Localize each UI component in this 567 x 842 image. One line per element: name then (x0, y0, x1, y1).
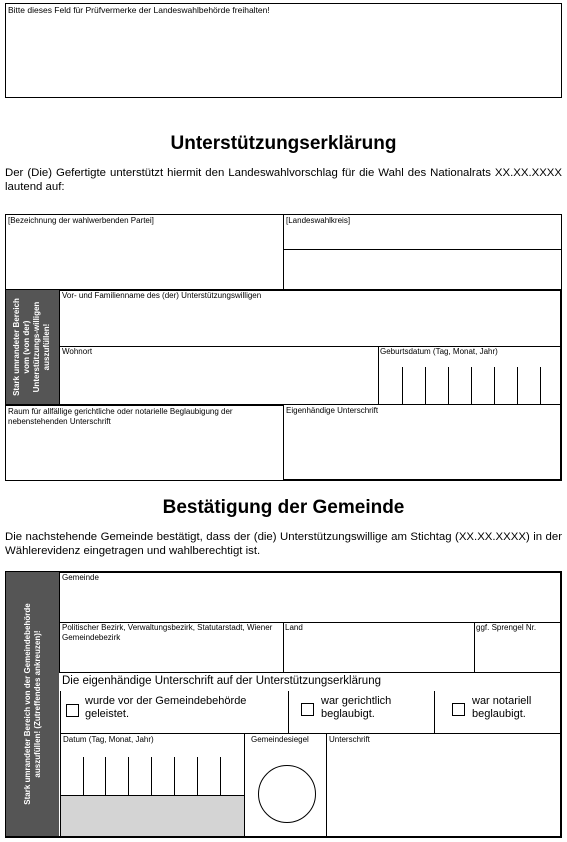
state-field[interactable] (283, 622, 475, 673)
option-municipality[interactable] (60, 691, 288, 733)
party-label: [Bezeichnung der wahlwerbenden Partei] (8, 216, 154, 225)
date-tick (197, 757, 198, 795)
section1-title: Unterstützungserklärung (170, 133, 397, 154)
supporter-signature-label: Eigenhändige Unterschrift (286, 406, 379, 415)
section1-intro: Der (Die) Gefertigte unterstützt hiermit den Landeswahlvorschlag für die Wahl des Nationalrats XX.XX.XXXX lautend auf: (5, 167, 562, 193)
precinct-field[interactable] (474, 622, 561, 673)
checkbox[interactable] (301, 703, 314, 716)
date-tick (128, 757, 129, 795)
party-field[interactable] (5, 214, 284, 290)
notary-label: Raum für allfällige gerichtliche oder notarielle Beglaubigung der nebenstehenden Unterschrift (8, 407, 233, 426)
date-tick (174, 757, 175, 795)
option-label: wurde vor der Gemeindebehörde geleistet. (85, 695, 247, 720)
district-label: [Landeswahlkreis] (286, 216, 351, 225)
supporter-name-field[interactable] (59, 290, 561, 347)
section2-intro: Die nachstehende Gemeinde bestätigt, dass der (die) Unterstützungswillige am Stichtag (XX.XX.XXXX) in der Wählerevidenz eingetragen und wahlberechtigt ist. (5, 531, 562, 557)
supporter-sidebar-label: Stark umrandeter Bereich vom (von der) Unterstützungs-willigen auszufüllen! (12, 298, 51, 396)
option-label: war gerichtlich beglaubigt. (321, 695, 392, 720)
seal-label: Gemeindesiegel (251, 735, 309, 744)
birthdate-field[interactable] (378, 346, 561, 405)
date-tick (105, 757, 106, 795)
section2-title: Bestätigung der Gemeinde (162, 497, 405, 518)
option-court[interactable] (288, 691, 435, 733)
date-gray-area (61, 795, 245, 836)
supporter-name-label: Vor- und Familienname des (der) Unterstützungswilligen (62, 291, 262, 300)
birthdate-tick (448, 367, 449, 405)
municipality-label: Gemeinde (62, 573, 99, 582)
option-label: war notariell beglaubigt. (472, 695, 532, 720)
birthdate-tick (402, 367, 403, 405)
seal-field[interactable] (244, 734, 327, 836)
birthdate-tick (517, 367, 518, 405)
supporter-signature-field[interactable] (284, 405, 561, 480)
residence-label: Wohnort (62, 347, 93, 356)
date-tick (83, 757, 84, 795)
seal-circle (258, 765, 316, 823)
municipality-field[interactable] (59, 572, 561, 623)
admin-district-field[interactable] (59, 622, 284, 673)
municipality-signature-field[interactable] (327, 734, 561, 836)
date-tick (151, 757, 152, 795)
birthdate-tick (425, 367, 426, 405)
option-notary[interactable] (434, 691, 561, 733)
date-field[interactable] (60, 734, 244, 836)
district-right-border (561, 249, 562, 290)
date-tick (220, 757, 221, 795)
district-field[interactable] (283, 214, 562, 250)
municipality-sidebar-label: Stark umrandeter Bereich von der Gemeindebehörde auszufüllen! (Zutreffendes ankreuzen)! (23, 603, 42, 805)
birthdate-tick (494, 367, 495, 405)
admin-district-label: Politischer Bezirk, Verwaltungsbezirk, Statutarstadt, Wiener Gemeindebezirk (62, 623, 273, 642)
residence-field[interactable] (59, 346, 379, 405)
authority-check-label: Bitte dieses Feld für Prüfvermerke der Landeswahlbehörde freihalten! (8, 5, 270, 15)
notary-field[interactable] (5, 405, 284, 481)
birthdate-tick (471, 367, 472, 405)
municipality-signature-label: Unterschrift (329, 735, 370, 744)
birthdate-tick (540, 367, 541, 405)
signature-statement: Die eigenhändige Unterschrift auf der Unterstützungserklärung (62, 675, 381, 687)
checkbox[interactable] (452, 703, 465, 716)
checkbox[interactable] (66, 704, 79, 717)
state-label: Land (285, 623, 303, 632)
authority-check-box (5, 3, 562, 98)
precinct-label: ggf. Sprengel Nr. (476, 623, 537, 632)
date-label: Datum (Tag, Monat, Jahr) (63, 735, 154, 744)
birthdate-label: Geburtsdatum (Tag, Monat, Jahr) (380, 347, 498, 356)
